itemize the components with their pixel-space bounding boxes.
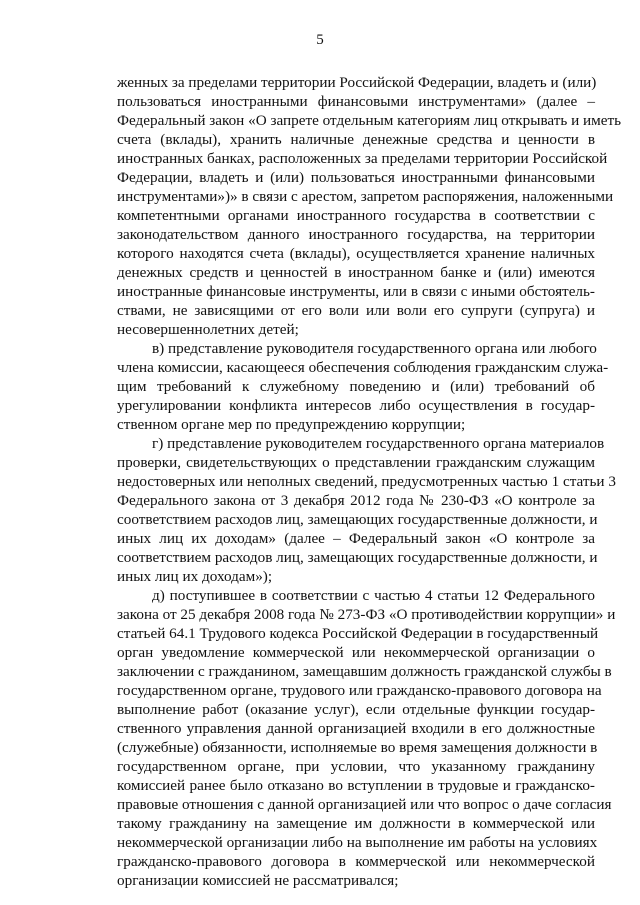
text-line: пользоваться иностранными финансовыми инструментами» (далее – xyxy=(117,93,595,110)
text-line: члена комиссии, касающееся обеспечения соблюдения гражданским служа- xyxy=(117,359,609,376)
text-line: иных лиц их доходам»); xyxy=(117,568,273,585)
text-line: иностранные финансовые инструменты, или в связи с иными обстоятель- xyxy=(117,283,595,300)
text-line: женных за пределами территории Российской Федерации, владеть и (или) xyxy=(117,74,597,91)
text-line: недостоверных или неполных сведений, предусмотренных частью 1 статьи 3 xyxy=(117,473,616,490)
text-line: ственного управления данной организацией входили в его должностные xyxy=(117,720,595,737)
text-line: заключении с гражданином, замещавшим должность гражданской службы в xyxy=(117,663,612,680)
text-line: закона от 25 декабря 2008 года № 273-ФЗ «О противодействии коррупции» и xyxy=(117,606,616,623)
text-line: несовершеннолетних детей; xyxy=(117,321,299,338)
text-line: орган уведомление коммерческой или некоммерческой организации о xyxy=(117,644,595,661)
text-line: в) представление руководителя государственного органа или любого xyxy=(152,340,597,357)
text-line: организации комиссией не рассматривался; xyxy=(117,872,399,889)
text-line: комиссией ранее было отказано во вступлении в трудовые и гражданско- xyxy=(117,777,595,794)
text-line: правовые отношения с данной организацией или что вопрос о даче согласия xyxy=(117,796,612,813)
text-line: статьей 64.1 Трудового кодекса Российской Федерации в государственный xyxy=(117,625,599,642)
text-line: такому гражданину на замещение им должности в коммерческой или xyxy=(117,815,595,832)
text-line: (служебные) обязанности, исполняемые во время замещения должности в xyxy=(117,739,598,756)
text-line: д) поступившее в соответствии с частью 4 статьи 12 Федерального xyxy=(152,587,595,604)
text-line: компетентными органами иностранного государства в соответствии с xyxy=(117,207,595,224)
text-line: ствами, не зависящими от его воли или воли его супруги (супруга) и xyxy=(117,302,595,319)
text-line: Федерации, владеть и (или) пользоваться иностранными финансовыми xyxy=(117,169,595,186)
text-line: ственном органе мер по предупреждению коррупции; xyxy=(117,416,466,433)
text-line: урегулировании конфликта интересов либо осуществления в государ- xyxy=(117,397,595,414)
text-line: иных лиц их доходам» (далее – Федеральный закон «О контроле за xyxy=(117,530,595,547)
text-line: соответствием расходов лиц, замещающих государственные должности, и xyxy=(117,549,598,566)
text-line: счета (вклады), хранить наличные денежные средства и ценности в xyxy=(117,131,595,148)
text-line: проверки, свидетельствующих о представлении гражданским служащим xyxy=(117,454,595,471)
text-line: Федерального закона от 3 декабря 2012 года № 230-ФЗ «О контроле за xyxy=(117,492,595,509)
page-number: 5 xyxy=(316,32,324,48)
text-line: инструментами»)» в связи с арестом, запретом распоряжения, наложенными xyxy=(117,188,614,205)
text-line: соответствием расходов лиц, замещающих государственные должности, и xyxy=(117,511,598,528)
text-line: выполнение работ (оказание услуг), если отдельные функции государ- xyxy=(117,701,595,718)
text-line: Федеральный закон «О запрете отдельным категориям лиц открывать и иметь xyxy=(117,112,622,129)
text-line: которого находятся счета (вклады), осуществляется хранение наличных xyxy=(117,245,595,262)
text-line: государственном органе, трудового или гражданско-правового договора на xyxy=(117,682,602,699)
text-line: государственном органе, при условии, что указанному гражданину xyxy=(117,758,595,775)
text-line: иностранных банках, расположенных за пределами территории Российской xyxy=(117,150,608,167)
text-line: г) представление руководителем государственного органа материалов xyxy=(152,435,605,452)
text-line: гражданско-правового договора в коммерческой или некоммерческой xyxy=(117,853,595,870)
text-line: щим требований к служебному поведению и (или) требований об xyxy=(117,378,595,395)
text-line: некоммерческой организации либо на выполнение им работы на условиях xyxy=(117,834,598,851)
text-line: законодательством данного иностранного государства, на территории xyxy=(117,226,595,243)
text-line: денежных средств и ценностей в иностранном банке и (или) имеются xyxy=(117,264,595,281)
